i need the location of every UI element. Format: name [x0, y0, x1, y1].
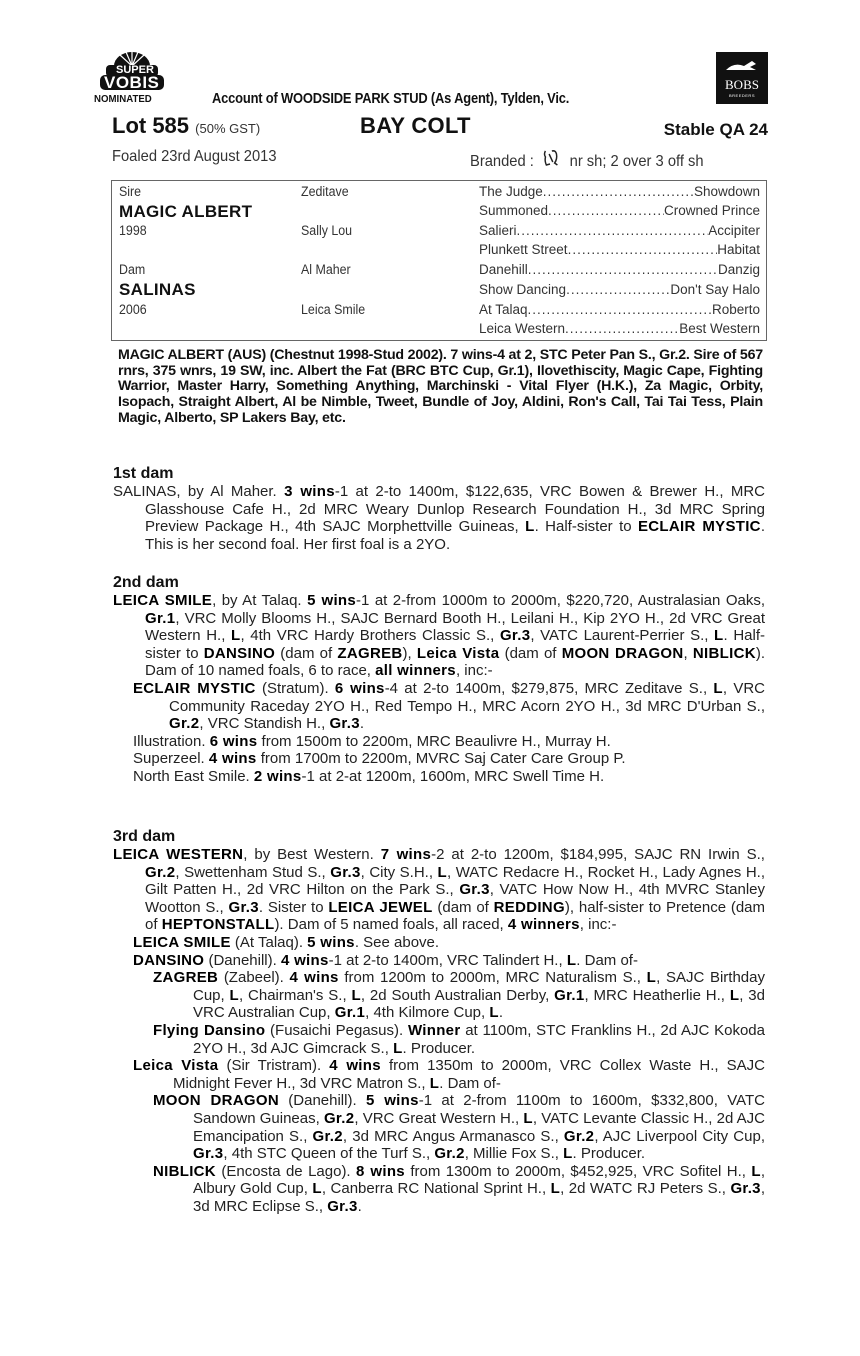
second-dam-heading: 2nd dam: [113, 574, 179, 591]
sire-summary: MAGIC ALBERT (AUS) (Chestnut 1998-Stud 2002). 7 wins-4 at 2, STC Peter Pan S., Gr.2. Sire of 567 rnrs, 375 wnrs, 19 SW, inc. Albert the Fat (BRC BTC Cup, Gr.1), Ilovethiscity, Magic Cape, Fighting Warrior, Master Harry, Something Anything, Marchinski - Vital Flyer (H.K.), Za Magic, Orbity, Isopach, Straight Albert, Al be Nimble, Tweet, Bundle of Joy, Aldini, Ron's Call, Tai Tai Tess, Plain Magic, Alberto, SP Lakers Bay, etc.: [118, 347, 763, 426]
branded-info: [470, 148, 704, 171]
third-dam-heading: 3rd dam: [113, 828, 176, 845]
second-dam-text: LEICA SMILE, by At Talaq. 5 wins-1 at 2-from 1000m to 2000m, $220,720, Australasian Oaks, Gr.1, VRC Molly Blooms H., SAJC Bernard Booth H., Leilani H., Kip 2YO H., 2d VRC Great Western H., L, 4th VRC Hardy Brothers Classic S., Gr.3, VATC Laurent-Perrier S., L. Half-sister to DANSINO (dam of ZAGREB), Leica Vista (dam of MOON DRAGON, NIBLICK). Dam of 10 named foals, 6 to race, all winners, inc:-: [113, 592, 766, 680]
gen3-dam-sire: Roberto: [711, 302, 760, 317]
pedigree-table: [111, 180, 767, 341]
gen3-dam-sire: Danzig: [717, 262, 760, 277]
logo-nominated-text: NOMINATED: [94, 93, 152, 105]
pedigree-gen3-row: [479, 321, 760, 336]
pedigree-gen3-row: [479, 262, 760, 277]
progeny-niblick: NIBLICK (Encosta de Lago). 8 wins from 1300m to 2000m, $452,925, VRC Sofitel H., L, Albury Gold Cup, L, Canberra RC National Sprint H., L, 2d WATC RJ Peters S., Gr.3, 3d MRC Eclipse S., Gr.3.: [153, 1162, 765, 1215]
pedigree-gen3-row: [479, 184, 760, 199]
second-dam-section: [113, 574, 765, 786]
third-dam-text: LEICA WESTERN, by Best Western. 7 wins-2 at 2-to 1200m, $184,995, SAJC RN Irwin S., Gr.2, Swettenham Stud S., Gr.3, City S.H., L, WATC Redacre H., Rocket H., Lady Agnes H., Gilt Patten H., 2d VRC Hilton on the Park S., Gr.3, VATC How Now H., 4th MVRC Stanley Wootton S., Gr.3. Sister to LEICA JEWEL (dam of REDDING), half-sister to Pretence (dam of HEPTONSTALL). Dam of 5 named foals, all raced, 4 winners, inc:-: [113, 846, 766, 934]
brand-mark-icon: [542, 148, 560, 168]
gen3-dam-sire: Showdown: [693, 184, 760, 199]
dam-label: Dam: [119, 262, 146, 277]
gen3-sire: Summoned: [479, 203, 549, 218]
gen3-sire: At Talaq: [479, 302, 528, 317]
bobs-logo: [716, 52, 768, 104]
progeny-leica-smile: LEICA SMILE (At Talaq). 5 wins. See above.: [133, 933, 440, 951]
stable-location: Stable QA 24: [663, 120, 768, 139]
dam-sire: Al Maher: [301, 262, 351, 277]
progeny-illustration: Illustration. 6 wins from 1500m to 2200m, MRC Beaulivre H., Murray H.: [133, 732, 611, 750]
logo-vobis-text: VOBIS: [104, 73, 160, 92]
dam-name: SALINAS: [119, 280, 196, 299]
horse-sex-color: BAY COLT: [360, 113, 471, 138]
gst-note: (50% GST): [195, 121, 261, 136]
gen3-sire: The Judge: [479, 184, 543, 199]
gen3-dam-sire: Accipiter: [708, 223, 760, 238]
gen3-sire: Leica Western: [479, 321, 566, 336]
pedigree-gen3-row: [479, 203, 760, 218]
progeny-north-east-smile: North East Smile. 2 wins-1 at 2-at 1200m, 1600m, MRC Swell Time H.: [133, 767, 605, 785]
first-dam-text: SALINAS, by Al Maher. 3 wins-1 at 2-to 1400m, $122,635, VRC Bowen & Brewer H., MRC Glasshouse Cafe H., 2d MRC Weary Dunlop Research Foundation H., 3d MRC Spring Preview Package H., 4th SAJC Morphettville Guineas, L. Half-sister to ECLAIR MYSTIC. This is her second foal. Her first foal is a 2YO.: [113, 483, 765, 553]
progeny-flying-dansino: Flying Dansino (Fusaichi Pegasus). Winner at 1100m, STC Franklins H., 2d AJC Kokoda 2YO H., 3d AJC Gimcrack S., L. Producer.: [153, 1021, 765, 1057]
dam-dam: Leica Smile: [301, 302, 366, 317]
progeny-dansino: DANSINO (Danehill). 4 wins-1 at 2-to 1400m, VRC Talindert H., L. Dam of-: [133, 951, 638, 969]
progeny-zagreb: ZAGREB (Zabeel). 4 wins from 1200m to 2000m, MRC Naturalism S., L, SAJC Birthday Cup, L, Chairman's S., L, 2d South Australian Derby, Gr.1, MRC Heatherlie H., L, 3d VRC Australian Cup, Gr.1, 4th Kilmore Cup, L.: [153, 969, 765, 1022]
branded-detail: nr sh; 2 over 3 off sh: [569, 153, 704, 170]
bobs-logo-subtext: BREEDERS: [728, 93, 755, 98]
lot-label: Lot 585: [112, 113, 190, 138]
progeny-moon-dragon: MOON DRAGON (Danehill). 5 wins-1 at 2-from 1100m to 1600m, $332,800, VATC Sandown Guineas, Gr.2, VRC Great Western H., L, VATC Levante Classic H., 2d AJC Emancipation S., Gr.2, 3d MRC Angus Armanasco S., Gr.2, AJC Liverpool City Cup, Gr.3, 4th STC Queen of the Turf S., Gr.2, Millie Fox S., L. Producer.: [153, 1092, 766, 1163]
vendor-account: Account of WOODSIDE PARK STUD (As Agent), Tylden, Vic.: [212, 90, 570, 107]
gen3-dam-sire: Best Western: [679, 321, 760, 336]
branded-label: Branded :: [470, 153, 534, 170]
sire-sire: Zeditave: [301, 184, 349, 199]
sire-name: MAGIC ALBERT: [119, 202, 253, 221]
bobs-logo-text: BOBS: [725, 77, 759, 92]
gen3-sire: Plunkett Street: [479, 242, 568, 257]
horse-rider-icon: [722, 58, 762, 74]
progeny-leica-vista: Leica Vista (Sir Tristram). 4 wins from 1350m to 2000m, VRC Collex Waste H., SAJC Midnight Fever H., 3d VRC Matron S., L. Dam of-: [133, 1057, 766, 1092]
sire-year: 1998: [119, 223, 147, 238]
gen3-dam-sire: Habitat: [717, 242, 760, 257]
gen3-dam-sire: Don't Say Halo: [670, 282, 760, 297]
pedigree-gen3-row: [479, 242, 760, 257]
gen3-dam-sire: Crowned Prince: [663, 203, 760, 218]
super-vobis-nominated-logo: [92, 44, 172, 106]
pedigree-gen3-row: [479, 282, 760, 297]
progeny-superzeel: Superzeel. 4 wins from 1700m to 2200m, MVRC Saj Cater Care Group P.: [133, 750, 626, 768]
gen3-sire: Show Dancing: [479, 282, 567, 297]
progeny-eclair-mystic: ECLAIR MYSTIC (Stratum). 6 wins-4 at 2-to 1400m, $279,875, MRC Zeditave S., L, VRC Community Raceday 2YO H., Red Tempo H., MRC Acorn 2YO H., 3d MRC D'Urban S., Gr.2, VRC Standish H., Gr.3.: [133, 679, 765, 733]
first-dam-heading: 1st dam: [113, 465, 174, 482]
pedigree-gen3-row: [479, 302, 760, 317]
sire-label: Sire: [119, 184, 142, 199]
foaled-date: Foaled 23rd August 2013: [112, 148, 277, 165]
third-dam-section: [113, 828, 765, 1215]
pedigree-gen3-row: [479, 223, 760, 238]
lot-number: [112, 113, 260, 139]
logo-super-text: SUPER: [116, 64, 154, 76]
sire-dam: Sally Lou: [301, 223, 353, 238]
first-dam-section: [113, 465, 765, 553]
gen3-sire: Salieri: [479, 223, 517, 238]
dam-year: 2006: [119, 302, 147, 317]
gen3-sire: Danehill: [479, 262, 528, 277]
